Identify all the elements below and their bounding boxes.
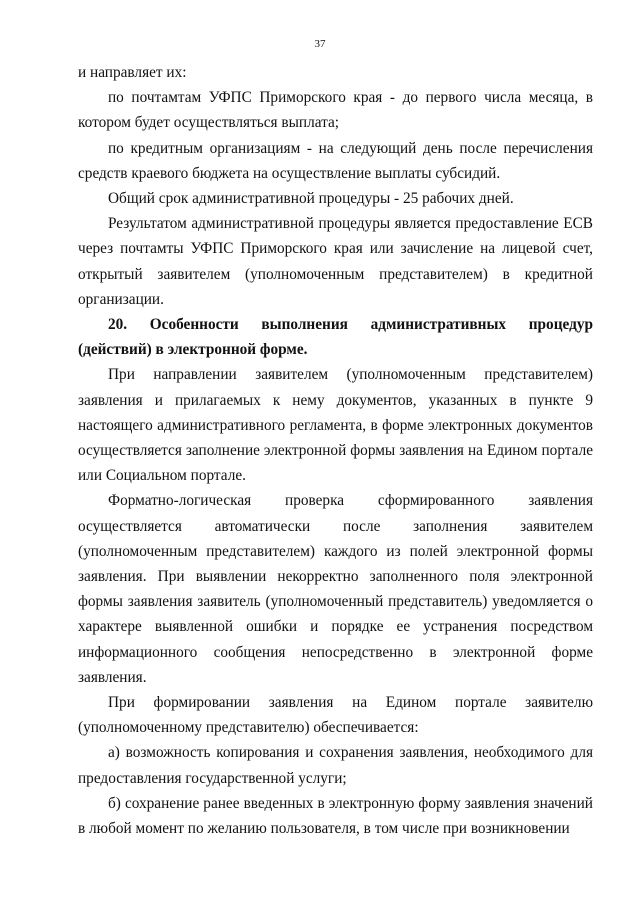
list-item-b: б) сохранение ранее введенных в электронную форму заявления значений в любой момент по желанию пользователя, в том числе при возникновении bbox=[78, 794, 593, 838]
paragraph-electronic-submission: При направлении заявителем (уполномоченным представителем) заявления и прилагаемых к нему документов, указанных в пункте 9 настоящего административного регламента, в форме электронных документов осуществляется заполнение электронной формы заявления на Едином портале или Социальном портале. bbox=[78, 366, 593, 485]
paragraph-portal-provision: При формировании заявления на Едином портале заявителю (уполномоченному представителю) обеспечивается: bbox=[78, 694, 593, 737]
paragraph-credit-orgs: по кредитным организациям - на следующий день после перечисления средств краевого бюджета на осуществление выплаты субсидий. bbox=[78, 139, 593, 182]
section-heading: 20. Особенности выполнения административных процедур (действий) в электронной форме. bbox=[78, 316, 593, 359]
paragraph-total-term: Общий срок административной процедуры - 25 рабочих дней. bbox=[108, 190, 514, 208]
page-number: 37 bbox=[314, 38, 326, 50]
paragraph-post-offices: по почтамтам УФПС Приморского края - до первого числа месяца, в котором будет осуществляться выплата; bbox=[78, 89, 593, 132]
paragraph-format-check: Форматно-логическая проверка сформированного заявления осуществляется автоматически после заполнения заявителем (уполномоченным представителем) каждого из полей электронной формы заявления. При выявлении некорректно заполненного поля электронной формы заявления заявитель (уполномоченный представитель) уведомляется о характере выявленной ошибки и порядке ее устранения посредством информационного сообщения непосредственно в электронной форме заявления. bbox=[78, 492, 593, 686]
list-item-a: а) возможность копирования и сохранения заявления, необходимого для предоставления государственной услуги; bbox=[78, 744, 593, 787]
document-body bbox=[78, 60, 593, 841]
paragraph-intro: и направляет их: bbox=[78, 64, 187, 81]
paragraph-result: Результатом административной процедуры является предоставление ЕСВ через почтамты УФПС Приморского края или зачисление на лицевой счет, открытый заявителем (уполномоченным представителем) в кредитной организации. bbox=[78, 215, 593, 308]
